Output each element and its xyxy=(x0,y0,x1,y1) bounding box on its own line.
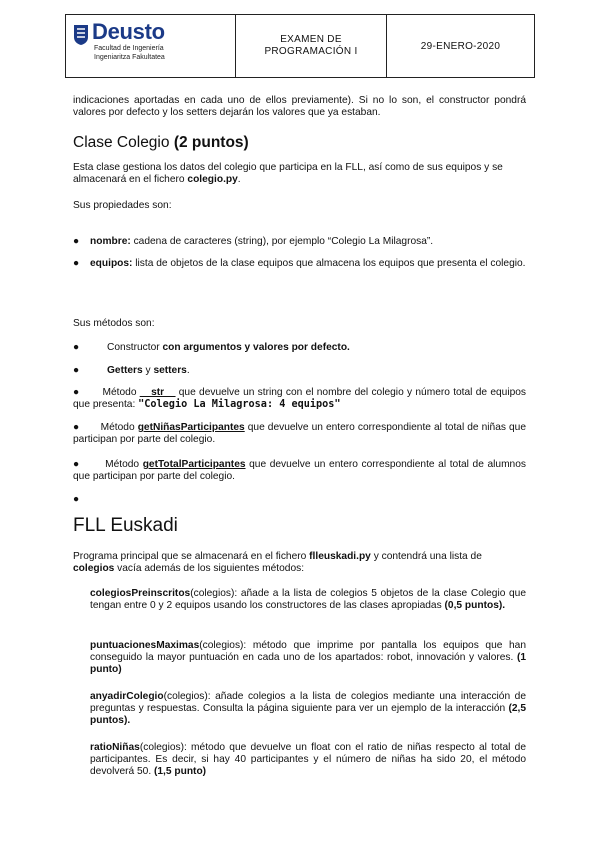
colegio-description xyxy=(73,162,526,186)
func-puntuaciones-maximas xyxy=(90,640,526,676)
getters-mid: y xyxy=(142,365,154,376)
colegio-heading-points: (2 puntos) xyxy=(173,134,249,151)
exam-title-line-2: PROGRAMACIÓN I xyxy=(264,46,358,57)
fll-heading: FLL Euskadi xyxy=(73,515,178,536)
method-constructor-pre: Constructor xyxy=(107,342,163,353)
logo-subtitle xyxy=(94,44,165,62)
fll-desc-2: y contendrá una lista de xyxy=(370,551,482,562)
logo-wordmark: Deusto xyxy=(92,19,165,44)
colegio-desc-end: . xyxy=(237,174,241,185)
bullet-3: ● xyxy=(73,342,80,353)
fll-file: flleuskadi.py xyxy=(309,551,371,562)
method-str-name: __str__ xyxy=(139,387,176,398)
setters-label: setters xyxy=(153,365,187,376)
exam-date: 29-ENERO-2020 xyxy=(420,40,501,52)
prop-nombre-text: cadena de caracteres (string), por ejemplo “Colegio La Milagrosa”. xyxy=(130,236,434,247)
method-ninas xyxy=(73,422,526,446)
props-title: Sus propiedades son: xyxy=(73,200,172,211)
prop-nombre xyxy=(90,236,526,248)
method-constructor-bold: con argumentos y valores por defecto. xyxy=(162,342,350,353)
method-str xyxy=(73,387,526,411)
bullet-4: ● xyxy=(73,365,80,376)
func-2-name: puntuacionesMaximas xyxy=(90,640,200,651)
method-total-pre: Método xyxy=(105,459,143,470)
getters-label: Getters xyxy=(107,365,143,376)
method-getters-setters xyxy=(107,365,526,377)
func-1-text: (colegios): añade a la lista de colegios 5 objetos de la clase Colegio que tengan entre 0 y 2 equipos usando los constructores de las clases apropiadas xyxy=(90,588,526,611)
func-1-points: (0,5 puntos). xyxy=(444,600,506,611)
method-total-name: getTotalParticipantes xyxy=(142,459,246,470)
fll-desc-3: vacía además de los siguientes métodos: xyxy=(114,563,305,574)
fll-colegios: colegios xyxy=(73,563,115,574)
func-colegios-preinscritos xyxy=(90,588,526,612)
logo-sub-line-2: Ingeniaritza Fakultatea xyxy=(94,54,165,61)
func-4-text: (colegios): método que devuelve un float con el ratio de niñas respecto al total de participantes. Es decir, si hay 40 participantes y el número de niñas ha sido 20, el método devolverá 50. xyxy=(90,742,526,777)
method-ninas-text: que devuelve un entero correspondiente al total de niñas que participan por parte del colegio. xyxy=(73,422,527,445)
func-4-name: ratioNiñas xyxy=(90,742,140,753)
func-ratio-ninas xyxy=(90,742,526,778)
methods-title: Sus métodos son: xyxy=(73,318,155,329)
header-table xyxy=(65,14,535,78)
colegio-desc-text: Esta clase gestiona los datos del colegio que participa en la FLL, así como de sus equipos y se almacenará en el fichero xyxy=(73,162,503,185)
university-shield-icon xyxy=(74,25,88,45)
exam-date-cell xyxy=(387,15,535,78)
colegio-heading-title: Clase Colegio xyxy=(73,134,170,151)
prop-equipos-text: lista de objetos de la clase equipos que almacena los equipos que presenta el colegio. xyxy=(132,258,526,269)
method-str-example: "Colegio La Milagrosa: 4 equipos" xyxy=(138,399,341,410)
fll-description xyxy=(73,551,526,575)
getters-end: . xyxy=(186,365,190,376)
bullet-8: ● xyxy=(73,494,80,505)
func-2-text: (colegios): método que imprime por pantalla los equipos que han conseguido la mayor puntuación en cada uno de los apartados: robot, innovación y valores. xyxy=(90,640,526,663)
logo-sub-line-1: Facultad de Ingeniería xyxy=(94,45,164,52)
func-3-name: anyadirColegio xyxy=(90,691,164,702)
func-anyadir-colegio xyxy=(90,691,526,727)
bullet-1: ● xyxy=(73,236,80,247)
func-3-points: (2,5 puntos). xyxy=(90,703,526,726)
bullet-6: ● xyxy=(73,422,80,433)
colegio-file: colegio.py xyxy=(187,174,238,185)
bullet-2: ● xyxy=(73,258,80,269)
prop-equipos-name: equipos: xyxy=(90,258,133,269)
fll-desc-1: Programa principal que se almacenará en el fichero xyxy=(73,551,310,562)
exam-title-line-1: EXAMEN DE xyxy=(280,34,342,45)
func-1-name: colegiosPreinscritos xyxy=(90,588,191,599)
method-constructor xyxy=(107,342,526,354)
func-4-points: (1,5 punto) xyxy=(154,766,207,777)
exam-title-cell xyxy=(236,15,387,78)
intro-paragraph: indicaciones aportadas en cada uno de ellos previamente). Si no lo son, el constructor pondrá valores por defecto y los setters dejarán los valores que ya estaban. xyxy=(73,95,526,118)
method-total xyxy=(73,459,526,483)
bullet-7: ● xyxy=(73,459,80,470)
bullet-5: ● xyxy=(73,387,80,398)
func-2-points: (1 punto) xyxy=(90,652,526,675)
method-ninas-pre: Método xyxy=(100,422,138,433)
method-total-text: que devuelve un entero correspondiente al total de alumnos que participan por parte del colegio. xyxy=(73,459,526,482)
method-ninas-name: getNiñasParticipantes xyxy=(137,422,245,433)
prop-nombre-name: nombre: xyxy=(90,236,131,247)
logo-cell xyxy=(66,15,236,78)
method-str-pre: Método xyxy=(102,387,140,398)
method-str-text: que devuelve un string con el nombre del colegio y número total de equipos que presenta: xyxy=(73,387,527,410)
colegio-heading xyxy=(73,134,249,152)
func-3-text: (colegios): añade colegios a la lista de colegios mediante una interacción de preguntas y respuestas. Consulta la página siguiente para ver un ejemplo de la interacción xyxy=(90,691,526,714)
prop-equipos xyxy=(90,258,526,270)
